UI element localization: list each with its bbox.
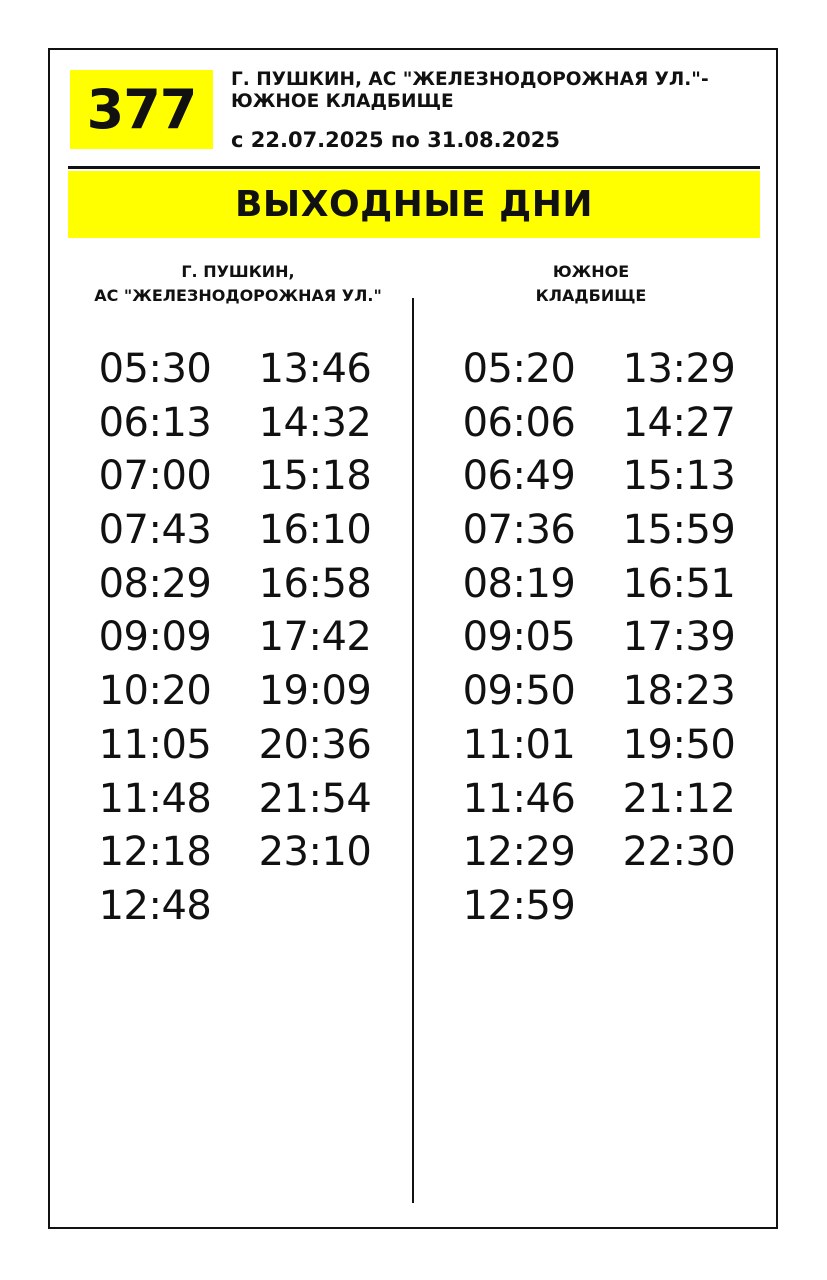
departure-time: 12:29: [462, 829, 576, 876]
departure-time: 23:10: [258, 829, 372, 876]
stop-header-return: ЮЖНОЕ КЛАДБИЩЕ: [535, 262, 647, 305]
departure-time: 13:29: [622, 346, 736, 392]
departure-time: 15:59: [622, 507, 736, 554]
departure-time: 07:00: [98, 453, 212, 500]
timetable-frame: [48, 48, 778, 1229]
departure-times-column-1: [80, 343, 230, 934]
departure-time: 14:27: [622, 399, 736, 446]
departure-time: 16:51: [622, 560, 736, 607]
departure-time: 11:48: [98, 775, 212, 822]
departure-time: 15:13: [622, 453, 736, 500]
departure-time: 14:32: [258, 399, 372, 446]
return-times-column-2: [604, 343, 754, 880]
header-divider: [68, 166, 760, 169]
departure-time: 19:09: [258, 668, 372, 715]
departure-time: 09:50: [462, 668, 576, 715]
departure-time: 17:39: [622, 614, 736, 661]
departure-time: 16:58: [258, 560, 372, 607]
departure-time: 07:43: [98, 507, 212, 554]
departure-time: 21:54: [258, 775, 372, 822]
departure-time: 05:20: [462, 346, 576, 392]
departure-time: 20:36: [258, 721, 372, 768]
departure-time: 15:18: [258, 453, 372, 500]
stop-header-departure: Г. ПУШКИН, АС "ЖЕЛЕЗНОДОРОЖНАЯ УЛ.": [94, 262, 382, 305]
departure-time: 12:18: [98, 829, 212, 876]
departure-time: 09:05: [462, 614, 576, 661]
return-times-column-1: [444, 343, 594, 934]
departure-time: 08:19: [462, 560, 576, 607]
day-type-label: ВЫХОДНЫЕ ДНИ: [234, 184, 594, 225]
departure-time: 08:29: [98, 560, 212, 607]
day-type-banner: [68, 171, 760, 238]
route-validity-dates: с 22.07.2025 по 31.08.2025: [231, 128, 561, 152]
departure-time: 11:05: [98, 721, 212, 768]
departure-time: 07:36: [462, 507, 576, 554]
column-divider: [412, 298, 414, 1203]
departure-time: 10:20: [98, 668, 212, 715]
departure-time: 19:50: [622, 721, 736, 768]
departure-time: 12:48: [98, 882, 212, 929]
departure-time: 22:30: [622, 829, 736, 876]
departure-times-column-2: [240, 343, 390, 880]
departure-time: 16:10: [258, 507, 372, 554]
departure-time: 11:46: [462, 775, 576, 822]
departure-time: 11:01: [462, 721, 576, 768]
departure-time: 17:42: [258, 614, 372, 661]
route-number-badge: [70, 70, 213, 149]
departure-time: 13:46: [258, 346, 372, 392]
departure-time: 18:23: [622, 668, 736, 715]
route-name: Г. ПУШКИН, АС "ЖЕЛЕЗНОДОРОЖНАЯ УЛ."- ЮЖНОЕ КЛАДБИЩЕ: [231, 69, 709, 112]
departure-time: 06:49: [462, 453, 576, 500]
departure-time: 09:09: [98, 614, 212, 661]
departure-time: 12:59: [462, 882, 576, 929]
departure-time: 21:12: [622, 775, 736, 822]
route-number: 377: [86, 78, 197, 141]
departure-time: 06:13: [98, 399, 212, 446]
departure-time: 05:30: [98, 346, 212, 392]
departure-time: 06:06: [462, 399, 576, 446]
